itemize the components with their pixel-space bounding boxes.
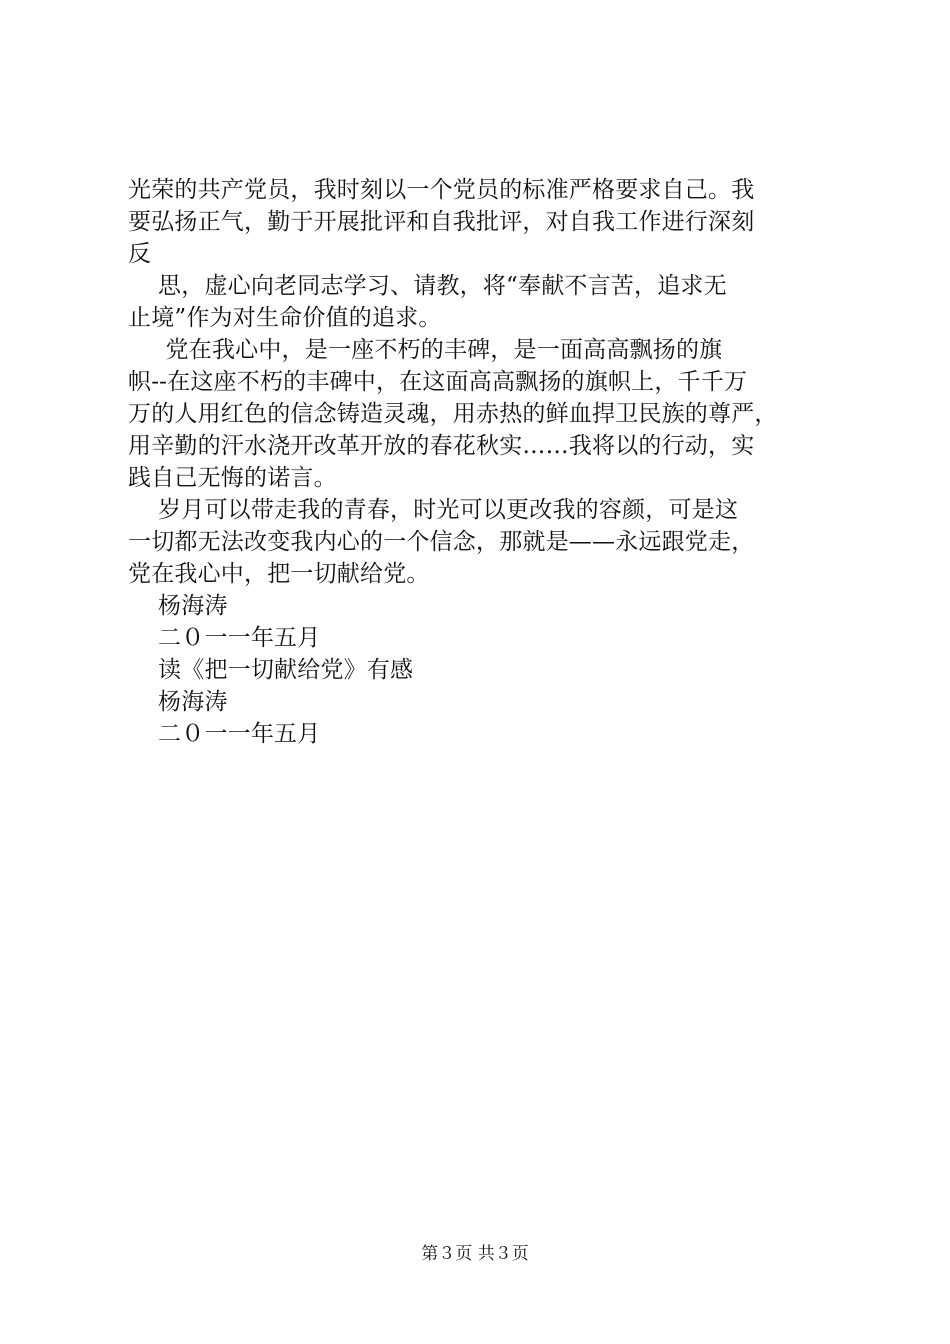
text-line: 用辛勤的汗水浇开改革开放的春花秋实……我将以的行动，实 xyxy=(128,433,755,459)
signature-date: 二０一一年五月 xyxy=(128,721,321,747)
text-line: 党在我心中，是一座不朽的丰碑，是一面高高飘扬的旗 xyxy=(128,337,723,363)
page-number-label: 第３页 共３页 xyxy=(421,1244,529,1264)
text-line: 光荣的共产党员，我时刻以一个党员的标准严格要求自己。我 xyxy=(128,177,755,203)
text-line: 党在我心中，把一切献给党。 xyxy=(128,561,430,587)
text-line: 岁月可以带走我的青春，时光可以更改我的容颜，可是这 xyxy=(128,497,739,523)
text-line: 万的人用红色的信念铸造灵魂，用赤热的鲜血捍卫民族的尊严， xyxy=(128,401,778,427)
document-body xyxy=(128,174,840,750)
text-line: 反 xyxy=(128,241,152,267)
signature-date: 二０一一年五月 xyxy=(128,625,321,651)
page-footer xyxy=(0,1243,950,1265)
text-line: 思，虚心向老同志学习、请教，将“奉献不言苦，追求无 xyxy=(128,273,727,299)
text-line: 一切都无法改变我内心的一个信念，那就是——永远跟党走， xyxy=(128,529,755,555)
text-line: 要弘扬正气，勤于开展批评和自我批评，对自我工作进行深刻 xyxy=(128,209,755,235)
signature-name: 杨海涛 xyxy=(128,689,228,715)
text-line: 帜--在这座不朽的丰碑中，在这面高高飘扬的旗帜上，千千万 xyxy=(128,369,748,395)
document-title-line: 读《把一切献给党》有感 xyxy=(128,657,414,683)
signature-name: 杨海涛 xyxy=(128,593,228,619)
text-line: 践自己无悔的诺言。 xyxy=(128,465,337,491)
text-line: 止境”作为对生命价值的追求。 xyxy=(128,305,442,331)
